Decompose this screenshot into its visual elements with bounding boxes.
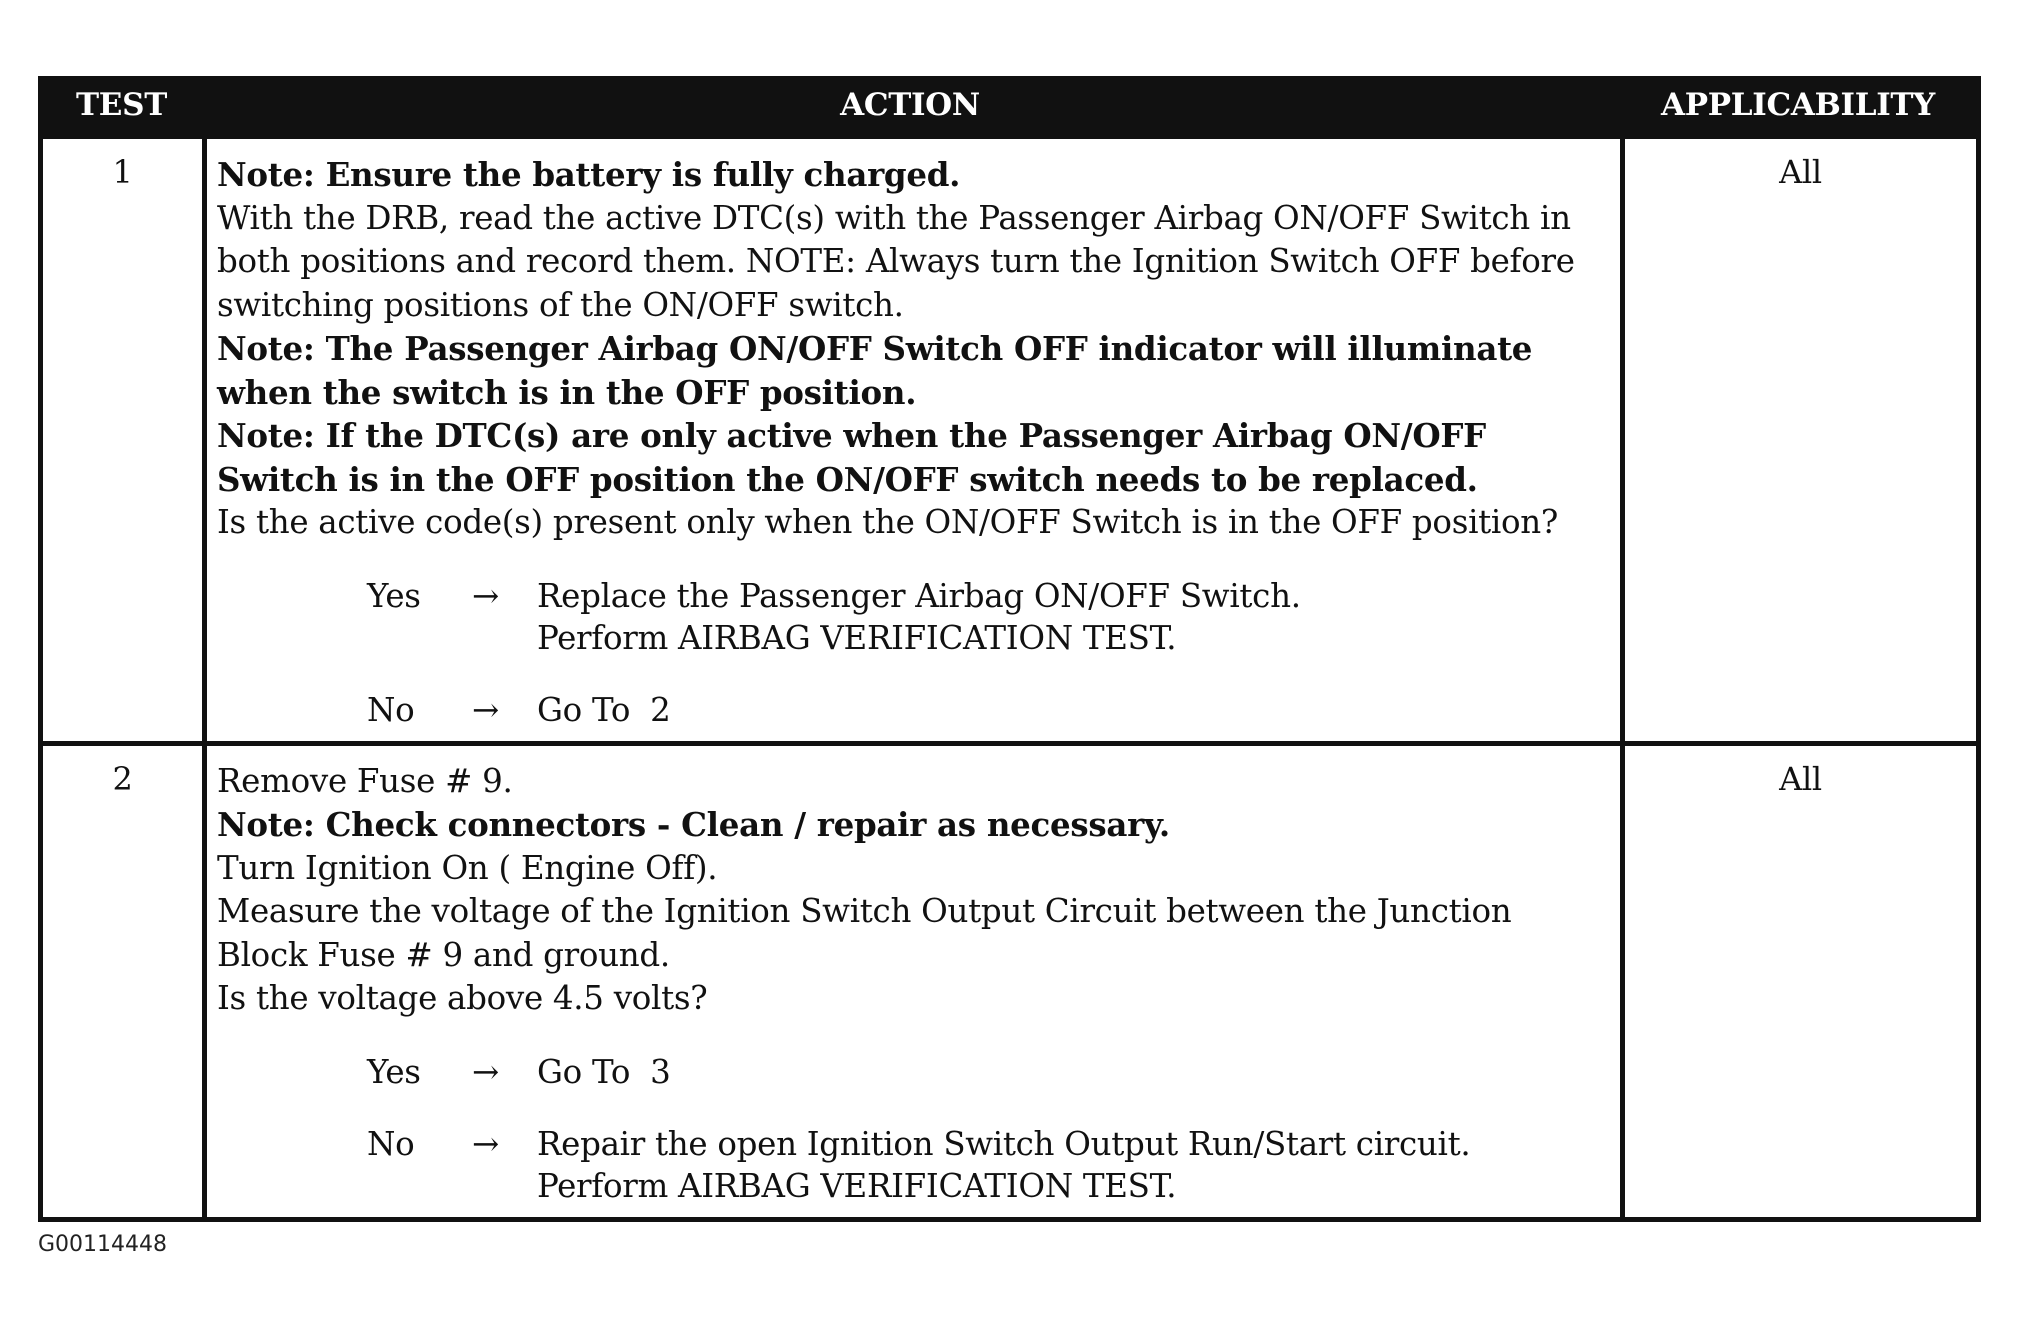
action-line: Note: Ensure the battery is fully charged. <box>217 155 961 194</box>
diagnostic-table <box>38 76 1981 1222</box>
test-number: 2 <box>41 743 205 1219</box>
answer-key: No <box>367 690 415 729</box>
action-line: switching positions of the ON/OFF switch. <box>217 285 904 324</box>
arrow-icon: → <box>472 1052 499 1091</box>
header-action: ACTION <box>840 87 980 123</box>
action-line: Is the active code(s) present only when the ON/OFF Switch is in the OFF position? <box>217 503 1559 541</box>
test-table-body <box>38 134 1981 1222</box>
answer-line: Replace the Passenger Airbag ON/OFF Switch. <box>537 576 1301 615</box>
action-cell <box>205 743 1623 1219</box>
answer-text <box>537 1051 1612 1093</box>
action-line: when the switch is in the OFF position. <box>217 372 917 412</box>
test-number: 1 <box>41 137 205 744</box>
action-line: Block Fuse # 9 and ground. <box>217 935 670 974</box>
action-line: Note: If the DTC(s) are only active when the Passenger Airbag ON/OFF <box>217 416 1486 455</box>
arrow-icon: → <box>472 690 499 729</box>
answer-yes <box>217 575 1612 659</box>
answer-key: Yes <box>367 576 421 615</box>
answer-no <box>217 1123 1612 1207</box>
answer-text <box>537 1123 1612 1207</box>
table-row <box>41 743 1979 1219</box>
action-line: Note: The Passenger Airbag ON/OFF Switch OFF indicator will illuminate <box>217 329 1533 368</box>
header-applicability: APPLICABILITY <box>1661 87 1935 123</box>
action-line: Turn Ignition On ( Engine Off). <box>217 848 718 887</box>
action-line: Remove Fuse # 9. <box>217 761 513 800</box>
answer-line: Perform AIRBAG VERIFICATION TEST. <box>537 1166 1177 1205</box>
header-test: TEST <box>76 87 167 123</box>
answer-key: No <box>367 1124 415 1163</box>
figure-id: G00114448 <box>38 1232 168 1257</box>
answer-text <box>537 575 1612 659</box>
action-line: Switch is in the OFF position the ON/OFF switch needs to be replaced. <box>217 459 1478 499</box>
table-header <box>38 76 1981 134</box>
action-line: Is the voltage above 4.5 volts? <box>217 979 708 1017</box>
answer-key: Yes <box>367 1052 421 1091</box>
action-line: With the DRB, read the active DTC(s) with the Passenger Airbag ON/OFF Switch in <box>217 198 1571 237</box>
answer-no <box>217 689 1612 731</box>
action-line: both positions and record them. NOTE: Always turn the Ignition Switch OFF before <box>217 242 1575 280</box>
applicability-value: All <box>1623 137 1979 744</box>
applicability-value: All <box>1623 743 1979 1219</box>
answer-line: Perform AIRBAG VERIFICATION TEST. <box>537 618 1177 657</box>
answer-yes <box>217 1051 1612 1093</box>
answer-line: Repair the open Ignition Switch Output Run/Start circuit. <box>537 1124 1471 1163</box>
arrow-icon: → <box>472 576 499 615</box>
answer-line: Go To 2 <box>537 690 671 729</box>
answer-text <box>537 689 1612 731</box>
action-line: Note: Check connectors - Clean / repair as necessary. <box>217 805 1170 844</box>
answer-line: Go To 3 <box>537 1052 671 1091</box>
action-line: Measure the voltage of the Ignition Switch Output Circuit between the Junction <box>217 892 1512 930</box>
table-row <box>41 137 1979 744</box>
arrow-icon: → <box>472 1124 499 1163</box>
action-cell <box>205 137 1623 744</box>
